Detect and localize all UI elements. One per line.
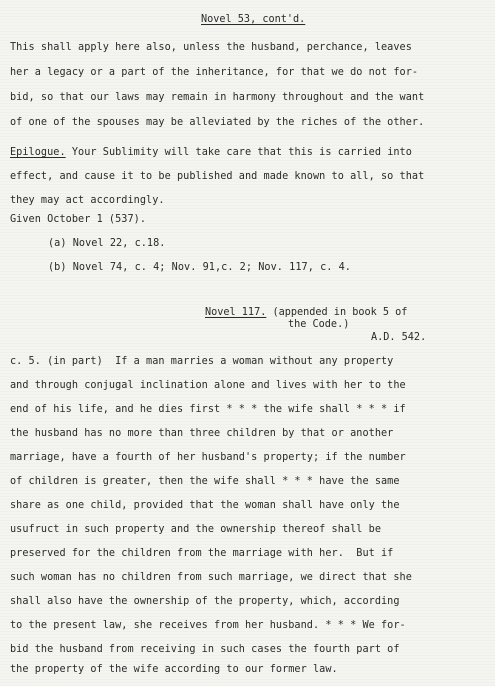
body-line-9: preserved for the children from the marriage with her. But if xyxy=(10,548,394,559)
body-line-5: marriage, have a fourth of her husband's property; if the number xyxy=(10,452,406,463)
footnote-b: (b) Novel 74, c. 4; Nov. 91,c. 2; Nov. 117, c. 4. xyxy=(48,262,351,273)
body-line-12: to the present law, she receives from her husband. * * * We for- xyxy=(10,620,406,631)
section2-title-rest: (appended in book 5 of xyxy=(266,307,408,318)
body-line-8: usufruct in such property and the ownership thereof shall be xyxy=(10,524,382,535)
para1-line-2: her a legacy or a part of the inheritance, for that we do not for- xyxy=(10,67,419,78)
page-header-title: Novel 53, cont'd. xyxy=(201,14,306,25)
body-line-10: such woman has no children from such marriage, we direct that she xyxy=(10,572,412,583)
footnote-a: (a) Novel 22, c.18. xyxy=(48,238,166,249)
para1-line-1: This shall apply here also, unless the husband, perchance, leaves xyxy=(10,42,412,53)
body-line-7: share as one child, provided that the woman shall have only the xyxy=(10,500,400,511)
body-line-4: the husband has no more than three children by that or another xyxy=(10,428,394,439)
body-line-13: bid the husband from receiving in such cases the fourth part of xyxy=(10,644,400,655)
body-line-11: shall also have the ownership of the property, which, according xyxy=(10,596,400,607)
body-line-2: and through conjugal inclination alone and lives with her to the xyxy=(10,380,406,391)
para1-line-3: bid, so that our laws may remain in harmony throughout and the want xyxy=(10,92,425,103)
body-line-3: end of his life, and he dies first * * * the wife shall * * * if xyxy=(10,404,406,415)
body-line-6: of children is greater, then the wife shall * * * have the same xyxy=(10,476,400,487)
given-date: Given October 1 (537). xyxy=(10,214,147,225)
epilogue-line-2: effect, and cause it to be published and made known to all, so that xyxy=(10,171,425,182)
para1-line-4: of one of the spouses may be alleviated by the riches of the other. xyxy=(10,117,425,128)
body-line-1: c. 5. (in part) If a man marries a woman without any property xyxy=(10,356,394,367)
section2-date: A.D. 542. xyxy=(371,332,427,343)
epilogue-line-3: they may act accordingly. xyxy=(10,195,165,206)
section2-title-line2: the Code.) xyxy=(288,319,350,330)
section2-title: Novel 117. xyxy=(205,307,267,318)
epilogue-line-1-rest: Your Sublimity will take care that this is carried into xyxy=(65,147,412,158)
section2-title-line xyxy=(205,307,407,318)
body-line-14: the property of the wife according to our former law. xyxy=(10,664,338,675)
epilogue-label: Epilogue. xyxy=(10,147,66,158)
epilogue-line-1 xyxy=(10,147,412,158)
